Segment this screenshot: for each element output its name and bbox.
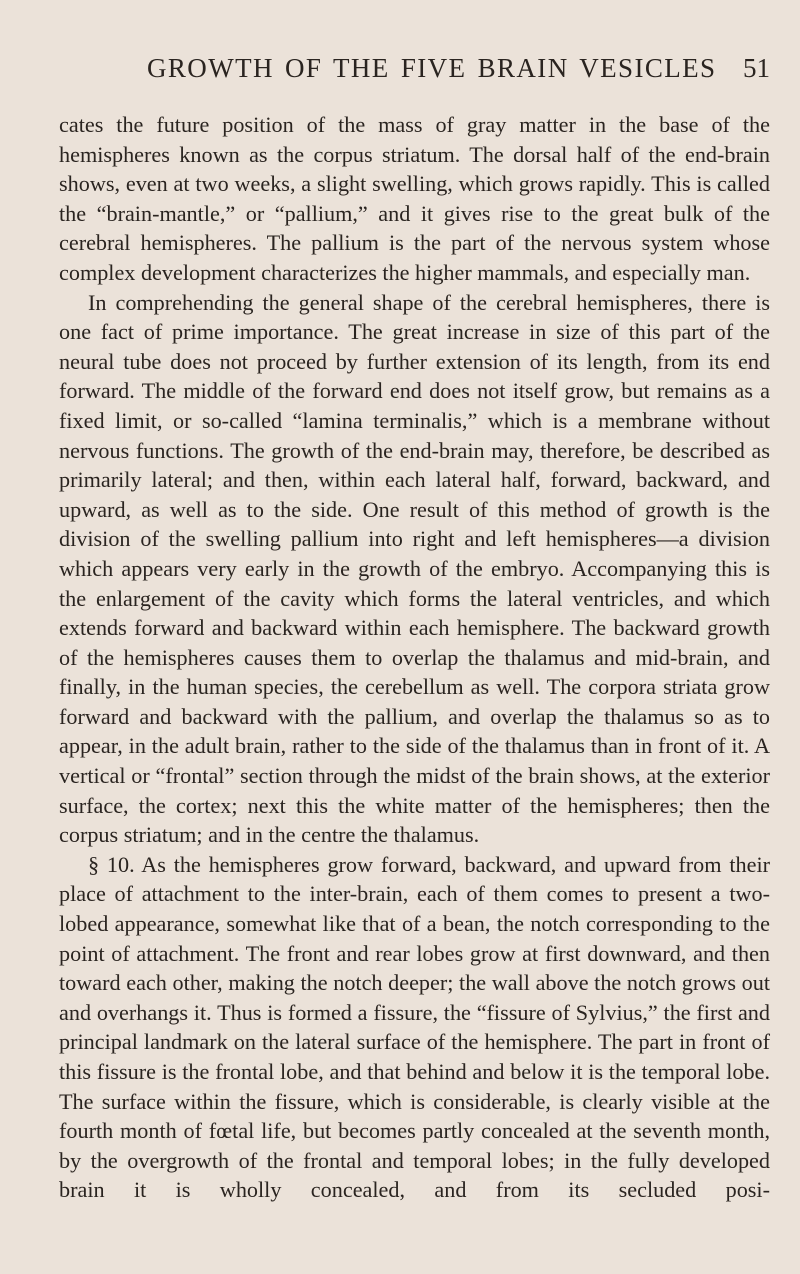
paragraph-continued: cates the future position of the mass of gray matter in the base of the hemispheres known as the corpus striatum. The dorsal half of the end-brain shows, even at two weeks, a slight swelling, which grows rapidly. This is called the “brain-mantle,” or “pallium,” and it gives rise to the great bulk of the cerebral hemispheres. The pallium is the part of the nervous system whose complex development characterizes the higher mammals, and especially man. bbox=[59, 112, 770, 285]
running-head bbox=[59, 52, 770, 92]
paragraph-cerebral-hemispheres: In comprehending the general shape of the cerebral hemispheres, there is one fact of prime importance. The great increase in size of this part of the neural tube does not proceed by further extension of its length, from its end forward. The middle of the forward end does not itself grow, but remains as a fixed limit, or so-called “lamina terminalis,” which is a membrane without nervous functions. The growth of the end-brain may, therefore, be described as primarily lateral; and then, within each lateral half, forward, backward, and upward, as well as to the side. One result of this method of growth is the division of the swelling pallium into right and left hemispheres—a division which appears very early in the growth of the embryo. Accompanying this is the enlargement of the cavity which forms the lateral ventricles, and which extends forward and backward within each hemisphere. The backward growth of the hemispheres causes them to overlap the thalamus and mid-brain, and finally, in the human species, the cerebellum as well. The corpora striata grow forward and backward with the pallium, and overlap the thalamus so as to appear, in the adult brain, rather to the side of the thalamus than in front of it. A vertical or “frontal” section through the midst of the brain shows, at the exterior surface, the cortex; next this the white matter of the hemispheres; then the corpus striatum; and in the centre the thalamus. bbox=[59, 289, 770, 848]
body-text bbox=[59, 110, 770, 1205]
paragraph-section-10: § 10. As the hemispheres grow forward, backward, and upward from their place of attachment to the inter-brain, each of them comes to present a two-lobed appearance, somewhat like that of a bean, the notch corresponding to the point of attachment. The front and rear lobes grow at first downward, and then toward each other, making the notch deeper; the wall above the notch grows out and overhangs it. Thus is formed a fissure, the “fissure of Sylvius,” the first and principal landmark on the lateral surface of the hemisphere. The part in front of this fissure is the frontal lobe, and that behind and below it is the temporal lobe. The surface within the fissure, which is considerable, is clearly visible at the fourth month of fœtal life, but becomes partly concealed at the seventh month, by the overgrowth of the frontal and temporal lobes; in the fully developed brain it is wholly concealed, and from its secluded posi- bbox=[59, 851, 770, 1203]
page-number: 51 bbox=[743, 53, 770, 83]
running-title: GROWTH OF THE FIVE BRAIN VESICLES bbox=[147, 53, 717, 83]
